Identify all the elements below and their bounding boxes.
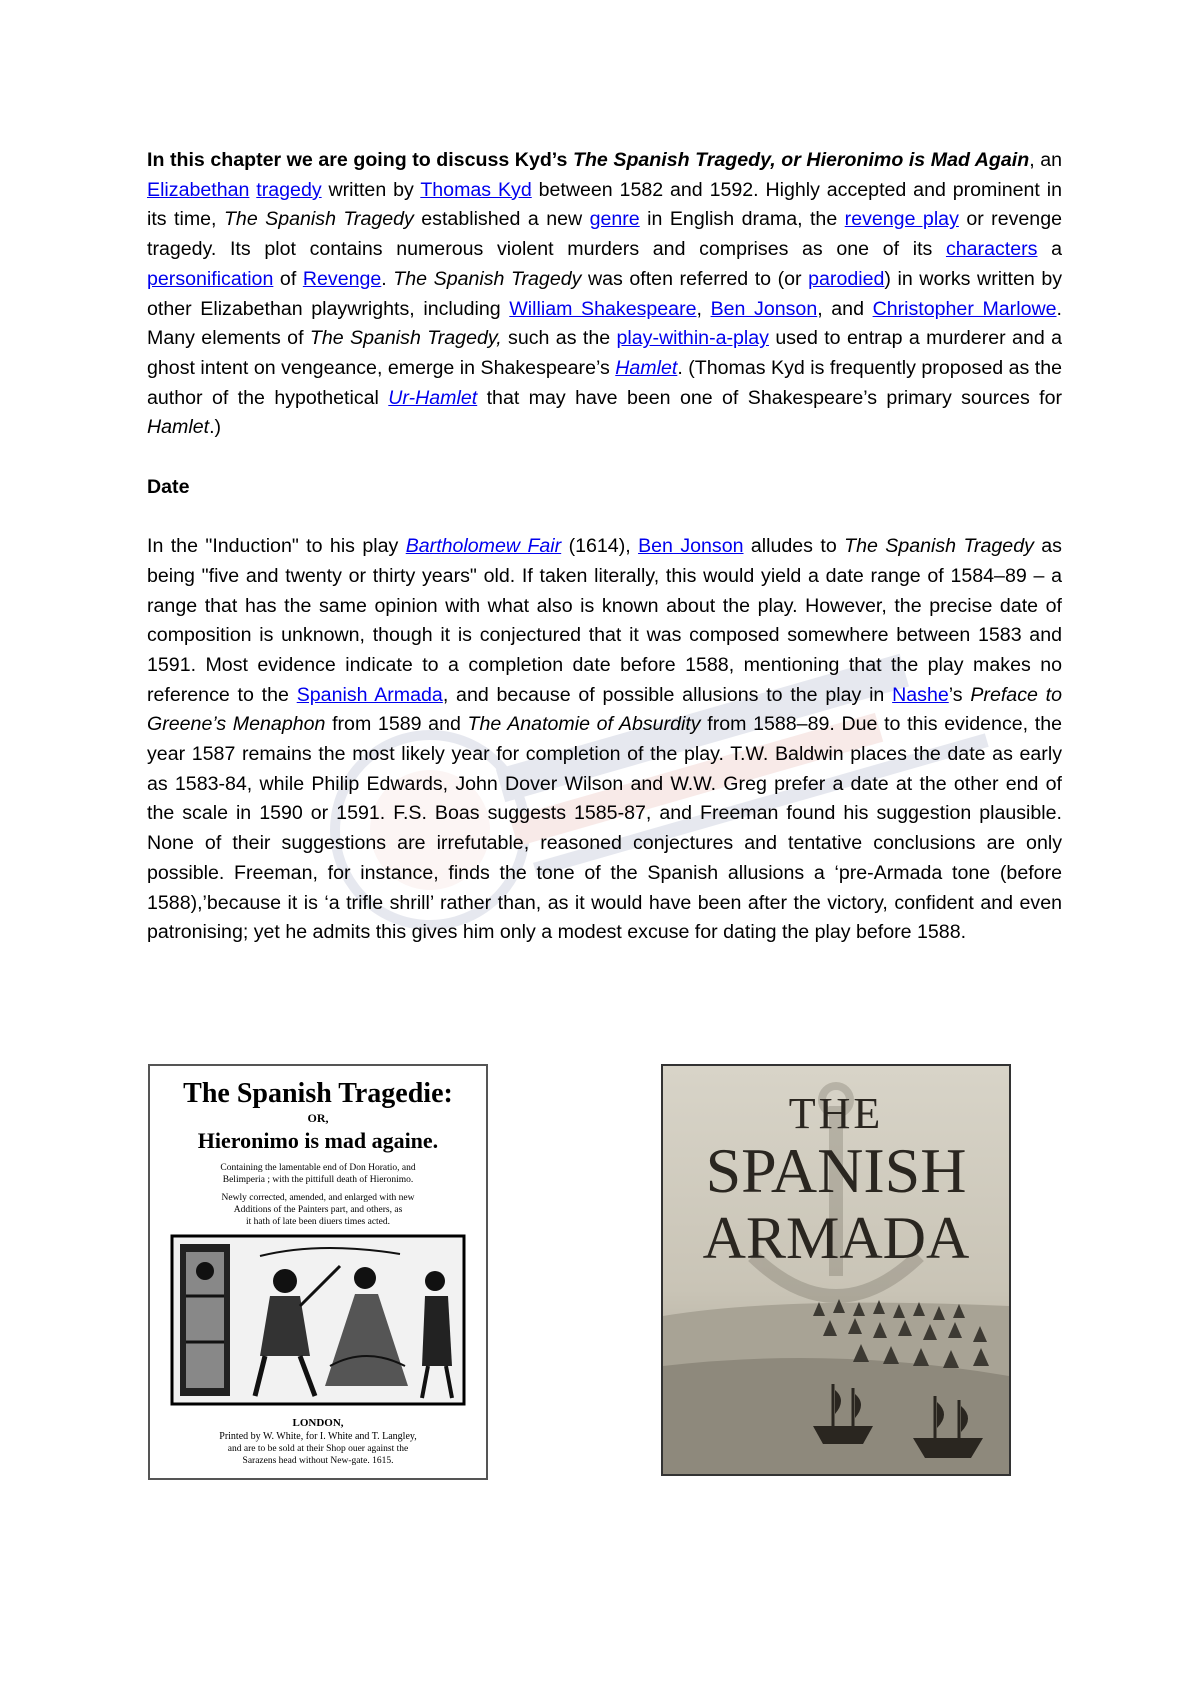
fleet-engraving (663, 1299, 1009, 1474)
title-page-subtitle: Hieronimo is mad againe. (197, 1128, 439, 1153)
date-paragraph: In the "Induction" to his play Bartholomew Fair (1614), Ben Jonson alludes to The Spanish Tragedy as being "five and twenty or thirty years" old. If taken literally, this would yield a date range of 1584–89 – a range that has the same opinion with what also is known about the play. However, the precise date of composition is unknown, though it is conjectured that it was composed somewhere between 1583 and 1591. Most evidence indicate to a completion date before 1588, mentioning that the play makes no reference to the Spanish Armada, and because of possible allusions to the play in Nashe’s Preface to Greene’s Menaphon from 1589 and The Anatomie of Absurdity from 1588–89. Due to this evidence, the year 1587 remains the most likely year for completion of the play. T.W. Baldwin places the date as early as 1583-84, while Philip Edwards, John Dover Wilson and W.W. Greg prefer a date at the other end of the scale in 1590 or 1591. F.S. Boas suggests 1585-87, and Freeman found his suggestion plausible. None of their suggestions are irrefutable, reasoned conjectures and tentative conclusions are only possible. Freeman, for instance, finds the tone of the Spanish allusions a ‘pre-Armada tone (before 1588),’because it is ‘a trifle shrill’ rather than, as it would have been after the victory, confident and even patronising; yet he admits this gives him only a modest excuse for dating the play before 1588. (147, 535, 1063, 944)
link-bartholomew-fair[interactable]: Bartholomew Fair (405, 535, 562, 558)
link-william-shakespeare[interactable]: William Shakespeare (509, 297, 697, 320)
cover-title-armada: ARMADA (702, 1205, 970, 1271)
link-tragedy[interactable]: tragedy (256, 178, 322, 201)
spanish-armada-cover-image (661, 1064, 1011, 1476)
play-title: The Spanish Tragedy (393, 267, 582, 290)
link-hamlet[interactable]: Hamlet (615, 356, 678, 379)
title-page-or: OR, (307, 1111, 329, 1125)
link-revenge[interactable]: Revenge (302, 267, 382, 290)
link-spanish-armada[interactable]: Spanish Armada (296, 683, 443, 706)
intro-paragraph: In this chapter we are going to discuss Kyd’s The Spanish Tragedy, or Hieronimo is Mad Again, an Elizabethan tragedy written by Thomas Kyd between 1582 and 1592. Highly accepted and prominent in its time, The Spanish Tragedy established a new genre in English drama, the revenge play or revenge tragedy. Its plot contains numerous violent murders and comprises as one of its characters a personification of Revenge. The Spanish Tragedy was often referred to (or parodied) in works written by other Elizabethan playwrights, including William Shakespeare, Ben Jonson, and Christopher Marlowe. Many elements of The Spanish Tragedy, such as the play-within-a-play used to entrap a murderer and a ghost intent on vengeance, emerge in Shakespeare’s Hamlet. (Thomas Kyd is frequently proposed as the author of the hypothetical Ur-Hamlet that may have been one of Shakespeare’s primary sources for Hamlet.) (147, 149, 1063, 439)
imprint-line: LONDON, (292, 1417, 344, 1429)
cover-title-spanish: SPANISH (705, 1135, 967, 1206)
link-ben-jonson[interactable]: Ben Jonson (710, 297, 818, 320)
play-title: The Spanish Tragedy (223, 208, 414, 231)
document-body (147, 146, 1062, 948)
play-title: Hamlet (147, 416, 210, 439)
link-play-within-a-play[interactable]: play-within-a-play (616, 327, 769, 350)
title-page-desc: Belimperia ; with the pittifull death of Hieronimo. (222, 1175, 414, 1185)
link-elizabethan[interactable]: Elizabethan (147, 178, 250, 201)
woodcut-illustration (172, 1236, 464, 1404)
title-page-title: The Spanish Tragedie: (183, 1078, 453, 1109)
link-thomas-kyd[interactable]: Thomas Kyd (420, 178, 532, 201)
imprint-line: and are to be sold at their Shop ouer against the (227, 1444, 409, 1454)
link-characters[interactable]: characters (945, 238, 1038, 261)
spanish-tragedie-title-page-image (148, 1064, 488, 1480)
title-page-desc: Additions of the Painters part, and others, as (233, 1205, 403, 1215)
link-genre[interactable]: genre (589, 208, 640, 231)
play-title: The Spanish Tragedy (844, 535, 1034, 558)
section-heading-date: Date (147, 475, 190, 498)
link-ur-hamlet[interactable]: Ur-Hamlet (388, 386, 478, 409)
imprint-line: Sarazens head without New-gate. 1615. (242, 1456, 394, 1466)
work-title: Preface to Greene’s Menaphon (147, 683, 1063, 736)
intro-text: , an (1029, 149, 1062, 171)
link-personification[interactable]: personification (147, 267, 274, 290)
link-ben-jonson[interactable]: Ben Jonson (638, 535, 744, 558)
play-title: The Spanish Tragedy, or Hieronimo is Mad Again (572, 149, 1030, 171)
play-title: The Spanish Tragedy, (309, 327, 502, 350)
cover-title-the: THE (788, 1089, 884, 1138)
title-page-desc: Newly corrected, amended, and enlarged with new (221, 1193, 415, 1203)
work-title: The Anatomie of Absurdity (467, 713, 701, 736)
link-revenge-play[interactable]: revenge play (844, 208, 959, 231)
link-christopher-marlowe[interactable]: Christopher Marlowe (872, 297, 1057, 320)
link-parodied[interactable]: parodied (808, 267, 885, 290)
title-page-desc: it hath of late been diuers times acted. (245, 1217, 391, 1227)
imprint-line: Printed by W. White, for I. White and T. Langley, (219, 1431, 417, 1442)
title-page-desc: Containing the lamentable end of Don Horatio, and (220, 1163, 416, 1173)
link-nashe[interactable]: Nashe (892, 683, 949, 706)
intro-text: In this chapter we are going to discuss Kyd’s (147, 149, 573, 171)
